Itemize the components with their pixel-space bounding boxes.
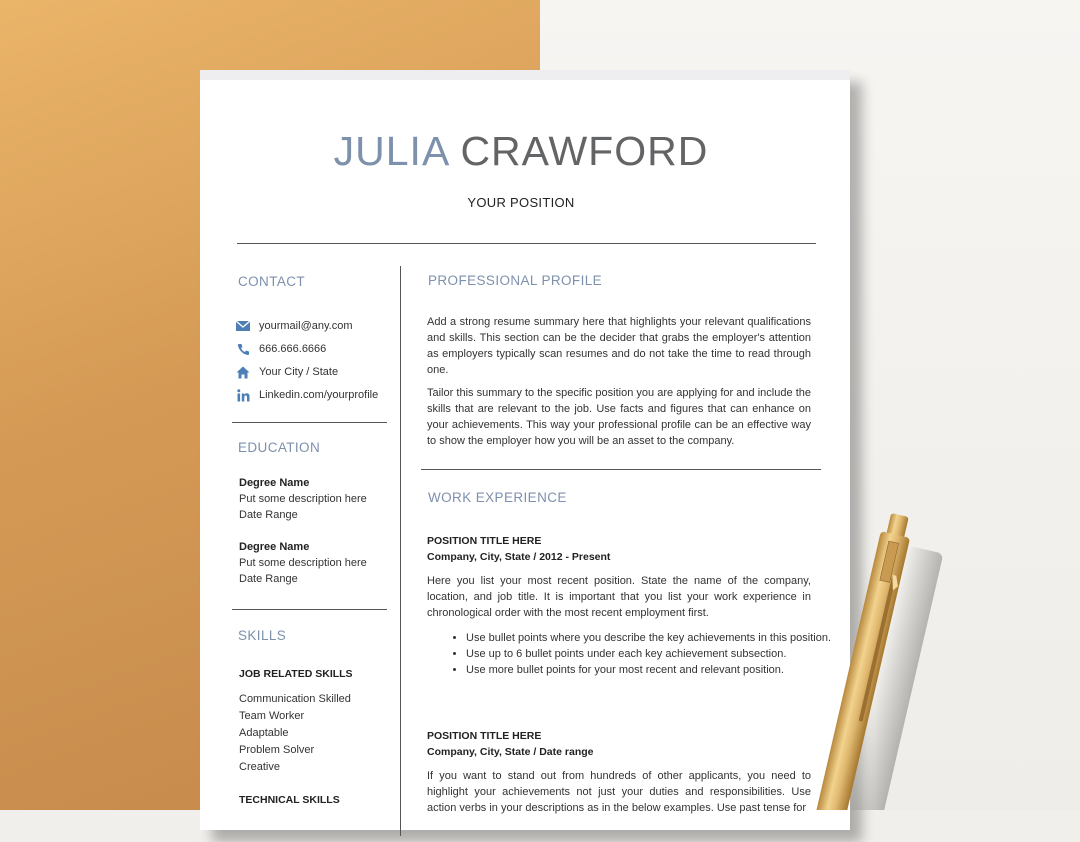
- skill-item: Creative: [239, 761, 280, 773]
- position-title: YOUR POSITION: [467, 195, 575, 210]
- skill-item: Adaptable: [239, 727, 289, 739]
- degree-description: Put some description here: [239, 493, 367, 505]
- contact-heading: CONTACT: [238, 274, 306, 289]
- job-title: POSITION TITLE HERE: [427, 535, 542, 547]
- technical-skills-label: TECHNICAL SKILLS: [239, 794, 340, 806]
- linkedin-text: Linkedin.com/yourprofile: [259, 389, 379, 401]
- degree-dates: Date Range: [239, 573, 298, 585]
- experience-heading: WORK EXPERIENCE: [428, 490, 567, 505]
- skill-item: Communication Skilled: [239, 693, 351, 705]
- profile-heading: PROFESSIONAL PROFILE: [428, 273, 603, 288]
- job-summary: If you want to stand out from hundreds of other applicants, you need to highlight your achievements not just your duties and responsibilities. Use action verbs in your descriptions as in the below examples. Use past tense for: [427, 770, 811, 814]
- email-text: yourmail@any.com: [259, 320, 353, 332]
- degree-name: Degree Name: [239, 477, 310, 489]
- degree-dates: Date Range: [239, 509, 298, 521]
- profile-paragraph: Tailor this summary to the specific position you are applying for and include the skills that are relevant to the job. Use facts and figures that can enhance on your achievements. This way your professional profile can be an effective way to show the employer how you will be an asset to the company.: [427, 387, 811, 447]
- skills-heading: SKILLS: [238, 628, 287, 643]
- bullet-item: • Use bullet points where you describe the key achievements in this position.: [466, 630, 850, 646]
- skill-item: Team Worker: [239, 710, 305, 722]
- first-name: JULIA: [333, 128, 449, 174]
- education-heading: EDUCATION: [238, 440, 321, 455]
- skill-item: Problem Solver: [239, 744, 315, 756]
- degree-description: Put some description here: [239, 557, 367, 569]
- degree-name: Degree Name: [239, 541, 310, 553]
- job-company: Company, City, State / 2012 - Present: [427, 551, 611, 563]
- job-company: Company, City, State / Date range: [427, 746, 594, 758]
- job-title: POSITION TITLE HERE: [427, 730, 542, 742]
- phone-text: 666.666.6666: [259, 343, 327, 355]
- bullet-item: • Use up to 6 bullet points under each key achievement subsection.: [466, 646, 850, 662]
- last-name: CRAWFORD: [460, 128, 709, 174]
- bullet-item: • Use more bullet points for your most recent and relevant position.: [466, 662, 850, 678]
- job-summary: Here you list your most recent position. State the name of the company, location, and job title. It is important that you list your work experience in chronological order with the most recent employment first.: [427, 575, 811, 619]
- job-related-skills-label: JOB RELATED SKILLS: [239, 668, 353, 680]
- location-text: Your City / State: [259, 366, 339, 378]
- profile-paragraph: Add a strong resume summary here that highlights your relevant qualifications and skills. This section can be the decider that grabs the employer's attention as employers typically scan resumes and do not take the time to read through one.: [427, 316, 811, 376]
